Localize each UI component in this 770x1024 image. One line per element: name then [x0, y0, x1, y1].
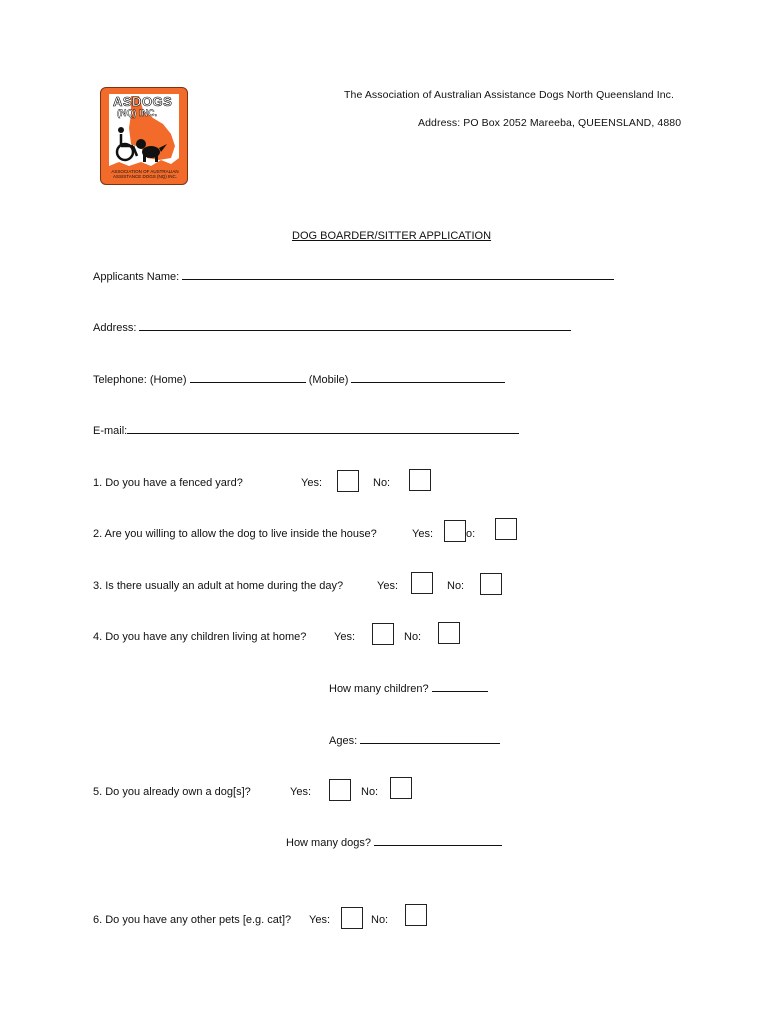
- asdogs-logo: [100, 87, 188, 185]
- q3-yes-checkbox[interactable]: [411, 572, 433, 594]
- q1-yes-checkbox[interactable]: [337, 470, 359, 492]
- q2-yes-checkbox[interactable]: [444, 520, 466, 542]
- q2-yes-label: Yes:: [412, 528, 434, 540]
- telephone-mobile-field[interactable]: [351, 381, 505, 383]
- logo-footer: ASSOCIATION OF AUSTRALIAN ASSISTANCE DOGS (NQ) INC.: [111, 169, 179, 179]
- q2-no-label: o:: [466, 528, 476, 540]
- org-address: Address: PO Box 2052 Mareeba, QUEENSLAND, 4880: [418, 117, 682, 129]
- q3-yes-label: Yes:: [377, 580, 399, 592]
- q6-no-label: No:: [371, 914, 389, 926]
- q1-label: 1. Do you have a fenced yard?: [93, 477, 243, 489]
- dogs-count-row: [286, 837, 502, 849]
- q6-yes-label: Yes:: [309, 914, 331, 926]
- email-field[interactable]: [127, 432, 519, 434]
- children-count-label: How many children?: [329, 683, 429, 695]
- telephone-row: [93, 374, 505, 386]
- q4-yes-label: Yes:: [334, 631, 356, 643]
- q2-no-checkbox[interactable]: [495, 518, 517, 540]
- q4-label: 4. Do you have any children living at home?: [93, 631, 307, 643]
- email-row: [93, 425, 519, 437]
- logo-title: ASDOGS: [113, 94, 173, 109]
- children-count-row: [329, 683, 488, 695]
- q4-yes-checkbox[interactable]: [372, 623, 394, 645]
- address-field[interactable]: [139, 329, 571, 331]
- q5-label: 5. Do you already own a dog[s]?: [93, 786, 251, 798]
- q5-yes-checkbox[interactable]: [329, 779, 351, 801]
- q2-label: 2. Are you willing to allow the dog to live inside the house?: [93, 528, 377, 540]
- q3-label: 3. Is there usually an adult at home during the day?: [93, 580, 344, 592]
- q5-no-label: No:: [361, 786, 379, 798]
- form-title: DOG BOARDER/SITTER APPLICATION: [292, 230, 492, 242]
- q6-yes-checkbox[interactable]: [341, 907, 363, 929]
- dogs-count-field[interactable]: [374, 844, 502, 846]
- q6-no-checkbox[interactable]: [405, 904, 427, 926]
- q1-no-checkbox[interactable]: [409, 469, 431, 491]
- children-count-field[interactable]: [432, 690, 488, 692]
- children-ages-field[interactable]: [360, 742, 500, 744]
- telephone-mobile-label: (Mobile): [308, 374, 349, 386]
- telephone-home-label: Telephone: (Home): [93, 374, 187, 386]
- children-ages-row: [329, 735, 500, 747]
- q5-no-checkbox[interactable]: [390, 777, 412, 799]
- q3-no-checkbox[interactable]: [480, 573, 502, 595]
- dogs-count-label: How many dogs?: [286, 837, 371, 849]
- q6-label: 6. Do you have any other pets [e.g. cat]?: [93, 914, 292, 926]
- q4-no-checkbox[interactable]: [438, 622, 460, 644]
- applicant-name-field[interactable]: [182, 278, 614, 280]
- applicant-name-row: [93, 271, 614, 283]
- address-row: [93, 322, 571, 334]
- email-label: E-mail:: [93, 425, 128, 437]
- applicant-name-label: Applicants Name:: [93, 271, 180, 283]
- address-label: Address:: [93, 322, 137, 334]
- q1-yes-label: Yes:: [301, 477, 323, 489]
- q5-yes-label: Yes:: [290, 786, 312, 798]
- logo-subtitle: (NQ) INC.: [117, 108, 157, 118]
- q4-no-label: No:: [404, 631, 422, 643]
- children-ages-label: Ages:: [329, 735, 358, 747]
- q1-no-label: No:: [373, 477, 391, 489]
- org-name: The Association of Australian Assistance Dogs North Queensland Inc.: [344, 89, 675, 101]
- telephone-home-field[interactable]: [190, 381, 306, 383]
- q3-no-label: No:: [447, 580, 465, 592]
